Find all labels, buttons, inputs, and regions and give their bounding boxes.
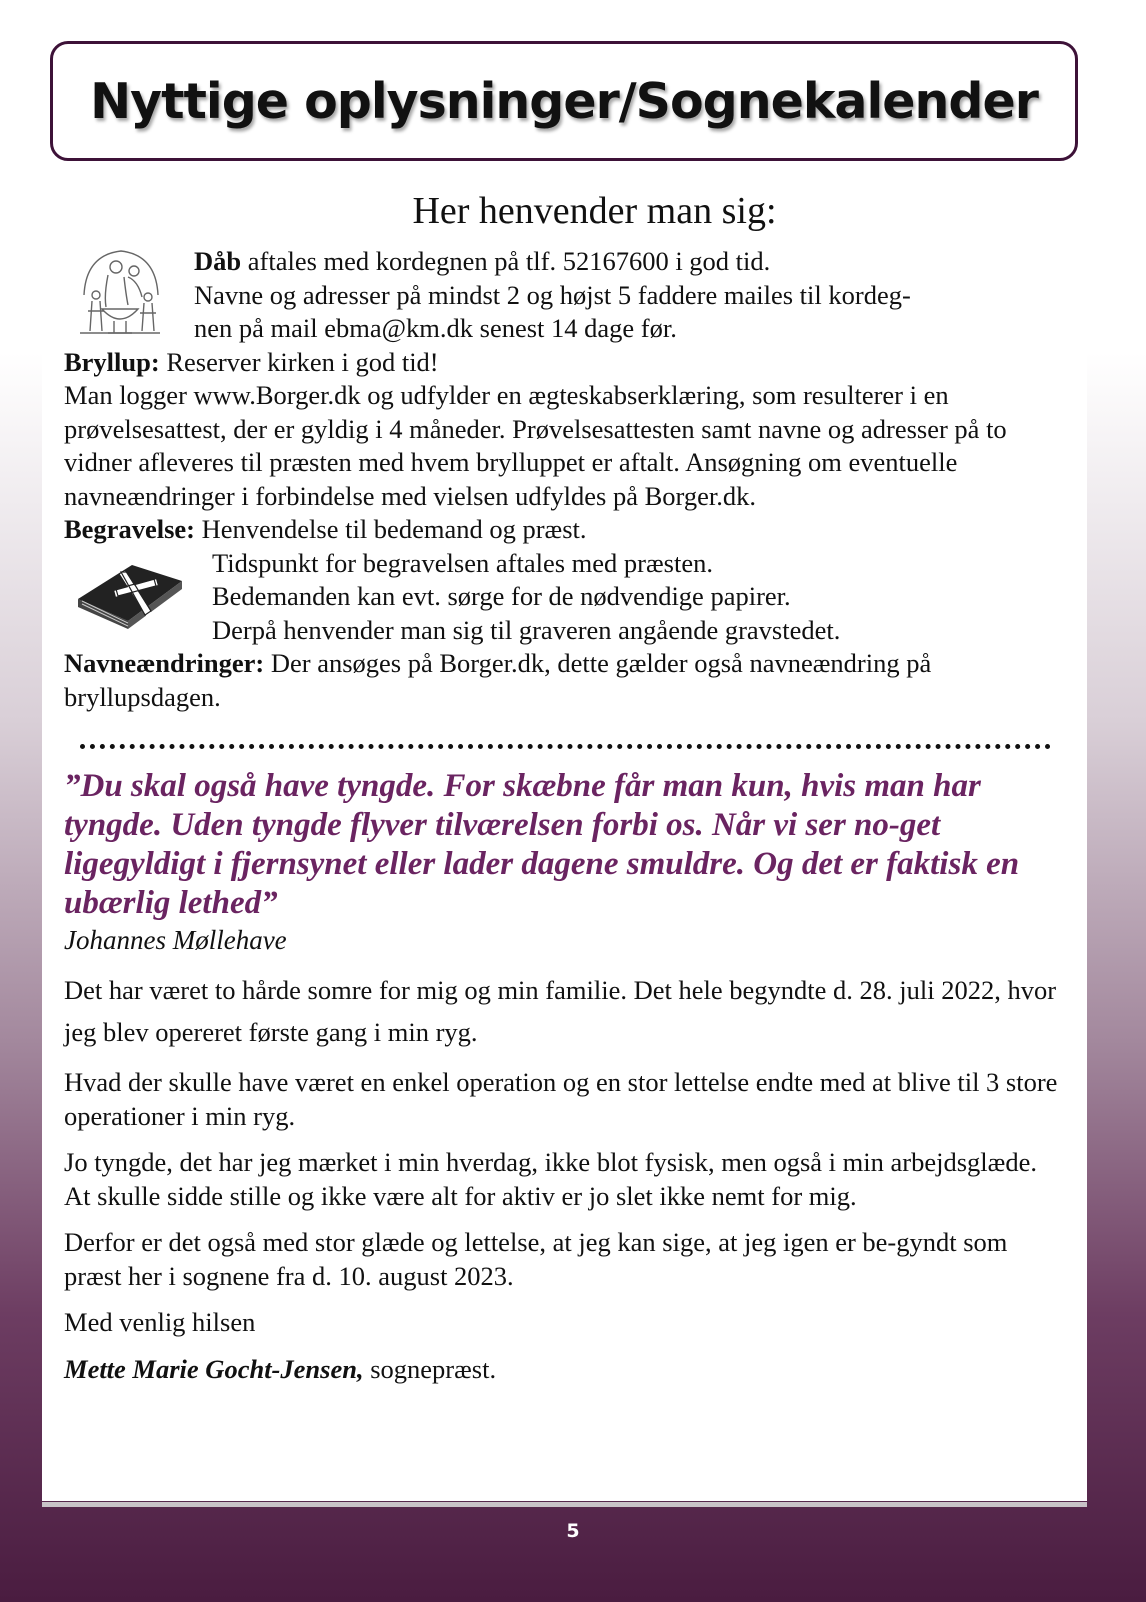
baptism-line-2: Navne og adresser på mindst 2 og højst 5 faddere mailes til kordeg- [194, 279, 911, 310]
wedding-heading: Bryllup: Reserver kirken i god tid! [64, 346, 439, 377]
funeral-heading: Begravelse: Henvendelse til bedemand og præst. [64, 514, 587, 544]
funeral-section [64, 547, 1065, 648]
wedding-text: Man logger www.Borger.dk og udfylder en ægteskabserklæring, som resulterer i en prøvelsesattest, der er gyldig i 4 måneder. Prøvelsesattesten samt navne og adresser på to vidner afleveres til præsten med hvem brylluppet er aftalt. Ansøgning om eventuelle navneændringer i forbindelse med vielsen udfyldes på Borger.dk. [64, 380, 1007, 511]
baptism-line-3: nen på mail ebma@km.dk senest 14 dage før. [194, 313, 677, 343]
signature-name: Mette Marie Gocht-Jensen, [64, 1353, 364, 1384]
baptism-section [64, 245, 1065, 346]
bible-cross-icon [74, 551, 186, 633]
quote-author: Johannes Møllehave [64, 925, 287, 955]
dotted-divider [80, 744, 1051, 749]
page-title: Nyttige oplysninger/Sognekalender [90, 72, 1038, 130]
funeral-line-3: Bedemanden kan evt. sørge for de nødvendige papirer. [212, 581, 791, 611]
panel-bottom-rule [42, 1502, 1087, 1507]
letter-signature [64, 1353, 1065, 1387]
funeral-line-4: Derpå henvender man sig til graveren angående gravstedet. [212, 614, 841, 645]
letter-paragraph-4: Derfor er det også med stor glæde og lettelse, at jeg kan sige, at jeg igen er be-gyndt som præst her i sognene fra d. 10. august 2023. [64, 1227, 1008, 1291]
content-panel [42, 183, 1087, 1501]
letter-greeting: Med venlig hilsen [64, 1307, 256, 1337]
baptism-label: Dåb [194, 246, 242, 276]
signature-title: sognepræst. [363, 1353, 497, 1384]
letter-paragraph-2: Hvad der skulle have været en enkel operation og en stor lettelse endte med at blive til 3 store operationer i min ryg. [64, 1067, 1058, 1131]
info-subtitle: Her henvender man sig: [412, 190, 777, 232]
baptism-icon [76, 245, 162, 337]
quote-text: ”Du skal også have tyngde. For skæbne får man kun, hvis man har tyngde. Uden tyngde flyver tilværelsen forbi os. Når vi ser no-get ligegyldigt i fjernsynet eller lader dagene smuldre. Og det er faktisk en ubærlig lethed” [64, 768, 1020, 921]
funeral-line-2: Tidspunkt for begravelsen aftales med præsten. [212, 547, 713, 578]
names-section: Navneændringer: Der ansøges på Borger.dk, dette gælder også navneændring på bryllupsdagen. [64, 648, 932, 712]
page-number: 5 [566, 1520, 580, 1542]
header-title-box [50, 41, 1078, 161]
baptism-line-1: Dåb aftales med kordegnen på tlf. 52167600 i god tid. [194, 246, 771, 276]
letter-paragraph-1: Det har været to hårde somre for mig og min familie. Det hele begyndte d. 28. juli 2022, hvor jeg blev opereret første gang i min ryg. [64, 975, 1057, 1047]
letter-paragraph-3: Jo tyngde, det har jeg mærket i min hverdag, ikke blot fysisk, men også i min arbejdsglæde. At skulle sidde stille og ikke være alt for aktiv er jo slet ikke nemt for mig. [64, 1147, 1037, 1211]
